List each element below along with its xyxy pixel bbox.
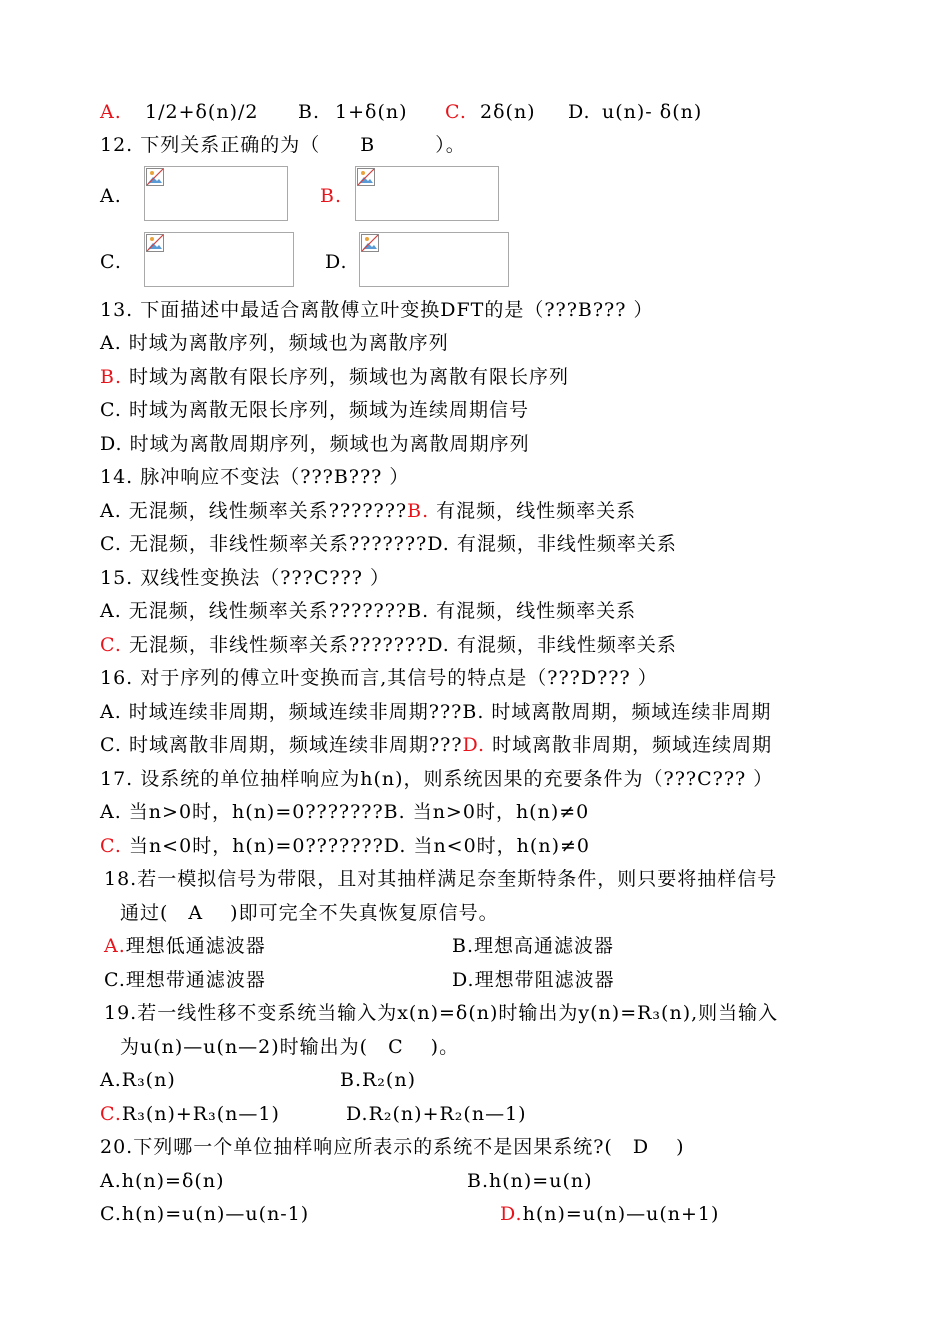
q17-option-c-text: 当n<0时，h(n)=0???????D. 当n<0时，h(n)≠0 [121, 835, 590, 857]
q12-option-b-image [355, 166, 499, 221]
q13-option-a: A. 时域为离散序列，频域也为离散序列 [100, 332, 449, 354]
q18-option-a [104, 934, 266, 958]
q19-option-a: A.R₃(n) [100, 1069, 176, 1091]
q18-option-c: C.理想带通滤波器 [104, 969, 266, 991]
q20-stem: 20.下列哪一个单位抽样响应所表示的系统不是因果系统?( D ) [100, 1136, 685, 1158]
q16-option-c-text: C. 时域离散非周期，频域连续非周期??? [100, 734, 463, 756]
q20-option-d [500, 1202, 719, 1226]
q20-option-c: C.h(n)=u(n)—u(n-1) [100, 1203, 310, 1225]
q14-option-b-label: B. [407, 500, 430, 522]
q18-option-a-text: 理想低通滤波器 [125, 935, 266, 957]
q13-option-b [100, 365, 569, 389]
broken-image-icon [146, 168, 164, 186]
q12-option-a-label: A. [100, 185, 122, 207]
q13-option-b-label: B. [100, 366, 123, 388]
q19-option-d: D.R₂(n)+R₂(n—1) [346, 1103, 527, 1125]
q11-option-a-text: 1/2+δ(n)/2 [145, 101, 259, 123]
q12-option-b-label: B. [320, 185, 343, 207]
q11-option-b-text: 1+δ(n) [335, 101, 408, 123]
q15-options-ab: A. 无混频，线性频率关系???????B. 有混频，线性频率关系 [100, 600, 637, 622]
q19-option-c-text: R₃(n)+R₃(n—1) [121, 1103, 280, 1125]
q15-option-c-label: C. [100, 634, 122, 656]
q12-option-c-image [144, 232, 294, 287]
q19-stem-line2: 为u(n)—u(n—2)时输出为( C )。 [120, 1036, 460, 1058]
q18-stem-line2: 通过( A )即可完全不失真恢复原信号。 [120, 902, 499, 924]
q18-option-d: D.理想带阻滤波器 [452, 969, 615, 991]
q11-option-c-text: 2δ(n) [480, 101, 536, 123]
q13-stem: 13. 下面描述中最适合离散傅立叶变换DFT的是（???B??? ） [100, 299, 654, 321]
q16-option-d-text: 时域离散非周期，频域连续周期 [485, 734, 773, 756]
q15-option-c-text: 无混频，非线性频率关系???????D. 有混频，非线性频率关系 [121, 634, 677, 656]
q20-option-a: A.h(n)=δ(n) [100, 1170, 225, 1192]
broken-image-icon [357, 168, 375, 186]
q17-options-cd [100, 834, 590, 858]
q18-stem-line1: 18.若一模拟信号为带限，且对其抽样满足奈奎斯特条件，则只要将抽样信号 [104, 868, 778, 890]
q14-option-a-text: A. 无混频，线性频率关系??????? [100, 500, 408, 522]
q16-options-ab: A. 时域连续非周期，频域连续非周期???B. 时域离散周期，频域连续非周期 [100, 701, 772, 723]
q14-option-b-text: 有混频，线性频率关系 [429, 500, 637, 522]
q13-option-d: D. 时域为离散周期序列，频域也为离散周期序列 [100, 433, 530, 455]
broken-image-icon [146, 234, 164, 252]
q16-option-d-label: D. [462, 734, 486, 756]
q15-options-cd [100, 633, 677, 657]
q15-stem: 15. 双线性变换法（???C??? ） [100, 567, 390, 589]
q18-option-b: B.理想高通滤波器 [452, 935, 615, 957]
q20-option-b: B.h(n)=u(n) [467, 1170, 593, 1192]
q14-options-ab [100, 499, 636, 523]
q19-option-b: B.R₂(n) [340, 1069, 416, 1091]
q18-option-a-label: A. [104, 935, 126, 957]
q19-option-c-label: C. [100, 1103, 122, 1125]
q13-option-c: C. 时域为离散无限长序列，频域为连续周期信号 [100, 399, 529, 421]
q14-stem: 14. 脉冲响应不变法（???B??? ） [100, 466, 410, 488]
q14-options-cd: C. 无混频，非线性频率关系???????D. 有混频，非线性频率关系 [100, 533, 677, 555]
broken-image-icon [361, 234, 379, 252]
q16-stem: 16. 对于序列的傅立叶变换而言,其信号的特点是（???D??? ） [100, 667, 658, 689]
q12-stem: 12. 下列关系正确的为（ B ）。 [100, 134, 466, 156]
q17-options-ab: A. 当n>0时，h(n)=0???????B. 当n>0时，h(n)≠0 [100, 801, 590, 823]
q11-option-d-text: u(n)- δ(n) [602, 101, 703, 123]
q12-option-d-label: D. [325, 251, 348, 273]
q19-option-c [100, 1102, 280, 1126]
q17-option-c-label: C. [100, 835, 122, 857]
q12-option-a-image [144, 166, 288, 221]
q16-options-cd [100, 733, 772, 757]
q11-option-b-label: B. [298, 101, 321, 123]
q11-option-a-label: A. [100, 101, 122, 123]
q20-option-d-label: D. [500, 1203, 523, 1225]
q12-option-c-label: C. [100, 251, 122, 273]
q20-option-d-text: h(n)=u(n)—u(n+1) [522, 1203, 720, 1225]
q12-option-d-image [359, 232, 509, 287]
q11-option-c-label: C. [445, 101, 467, 123]
q11-option-d-label: D. [568, 101, 591, 123]
q19-stem-line1: 19.若一线性移不变系统当输入为x(n)=δ(n)时输出为y(n)=R₃(n),则当输入 [104, 1002, 779, 1024]
q17-stem: 17. 设系统的单位抽样响应为h(n)，则系统因果的充要条件为（???C??? ） [100, 768, 774, 790]
q13-option-b-text: 时域为离散有限长序列，频域也为离散有限长序列 [122, 366, 570, 388]
